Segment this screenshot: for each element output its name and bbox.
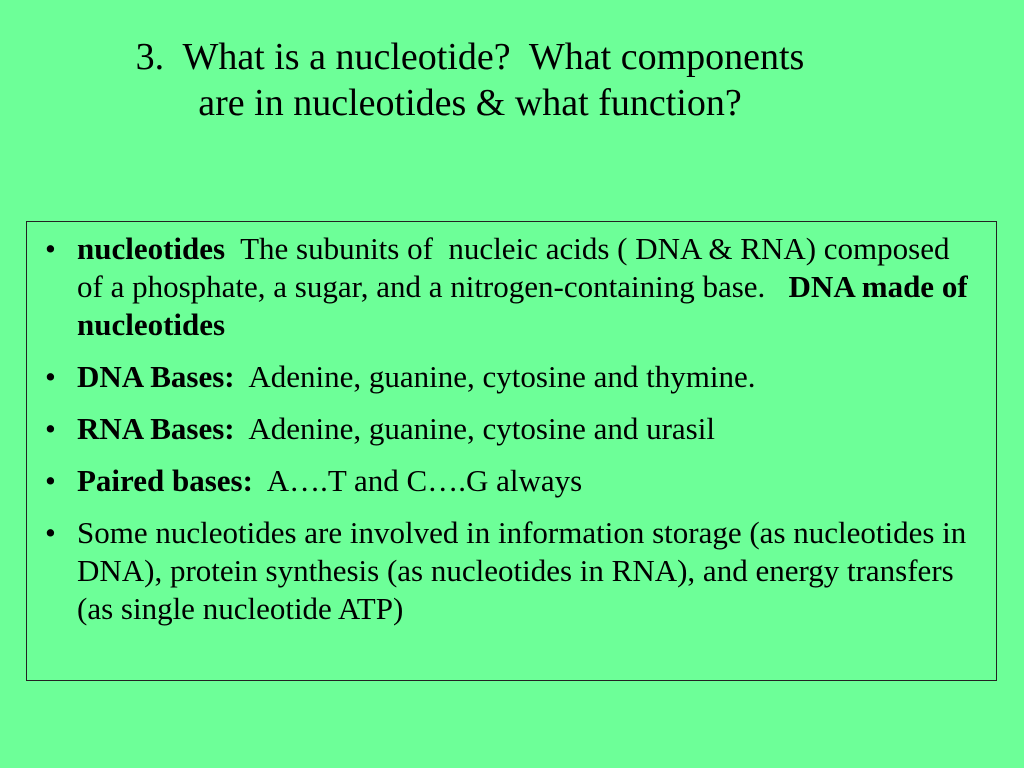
bullet-emphasis: DNA made of nucleotides	[77, 269, 968, 342]
bullet-item-rna-bases	[41, 410, 980, 448]
bullet-text: Adenine, guanine, cytosine and urasil	[234, 411, 715, 446]
bullet-text: The subunits of nucleic acids ( DNA & RNA) composed of a phosphate, a sugar, and a nitrogen-containing base.	[77, 231, 958, 304]
content-box	[26, 221, 997, 681]
bullet-text: Adenine, guanine, cytosine and thymine.	[234, 359, 756, 394]
bullet-item-functions	[41, 514, 980, 628]
title-line-1: 3. What is a nucleotide? What components	[135, 36, 805, 78]
bullet-text: Some nucleotides are involved in information storage (as nucleotides in DNA), protein synthesis (as nucleotides in RNA), and energy transfers (as single nucleotide ATP)	[77, 515, 967, 626]
bullet-item-nucleotides	[41, 230, 980, 344]
bullet-text: A….T and C….G always	[252, 463, 583, 498]
bullet-term: RNA Bases:	[77, 411, 235, 446]
bullet-marker: •	[45, 231, 56, 266]
bullet-item-dna-bases	[41, 358, 980, 396]
bullet-term: Paired bases:	[77, 463, 253, 498]
title-line-2: are in nucleotides & what function?	[198, 82, 742, 124]
bullet-marker: •	[45, 515, 56, 550]
bullet-item-paired-bases	[41, 462, 980, 500]
bullet-term: nucleotides	[77, 231, 226, 266]
bullet-term: DNA Bases:	[77, 359, 235, 394]
bullet-marker: •	[45, 411, 56, 446]
bullet-marker: •	[45, 359, 56, 394]
bullet-marker: •	[45, 463, 56, 498]
bullet-list	[27, 222, 996, 628]
slide-title	[0, 34, 940, 126]
